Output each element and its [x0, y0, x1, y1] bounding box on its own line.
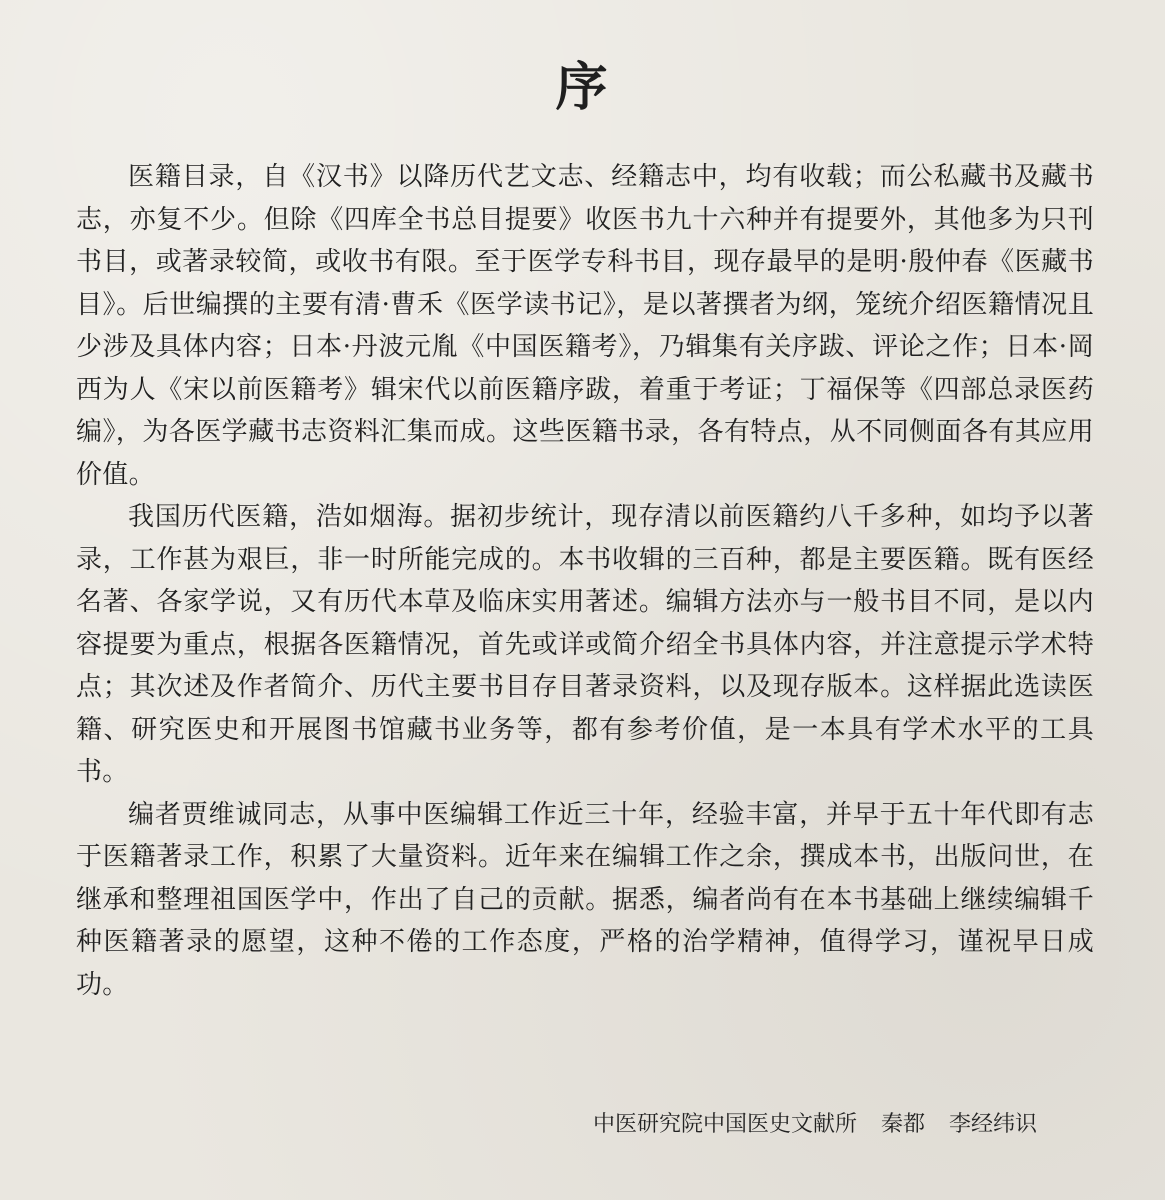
signature — [593, 1108, 1037, 1142]
signature-author: 李经纬识 — [948, 1112, 1037, 1137]
preface-body — [76, 156, 1094, 1006]
signature-place: 秦都 — [880, 1112, 925, 1137]
page-title: 序 — [555, 56, 610, 118]
paragraph-3: 编者贾维诚同志，从事中医编辑工作近三十年，经验丰富，并早于五十年代即有志于医籍著录工作，积累了大量资料。近年来在编辑工作之余，撰成本书，出版问世，在继承和整理祖国医学中，作出了自己的贡献。据悉，编者尚有在本书基础上继续编辑千种医籍著录的愿望，这种不倦的工作态度，严格的治学精神，值得学习，谨祝早日成功。 — [76, 799, 1094, 1000]
paragraph-1: 医籍目录，自《汉书》以降历代艺文志、经籍志中，均有收载；而公私藏书及藏书志，亦复不少。但除《四库全书总目提要》收医书九十六种并有提要外，其他多为只刊书目，或著录较简，或收书有限。至于医学专科书目，现存最早的是明·殷仲春《医藏书目》。后世编撰的主要有清·曹禾《医学读书记》，是以著撰者为纲，笼统介绍医籍情况且少涉及具体内容；日本·丹波元胤《中国医籍考》，乃辑集有关序跋、评论之作；日本·岡西为人《宋以前医籍考》辑宋代以前医籍序跋，着重于考证；丁福保等《四部总录医药编》，为各医学藏书志资料汇集而成。这些医籍书录，各有特点，从不同侧面各有其应用价值。 — [76, 162, 1094, 490]
signature-institution: 中医研究院中国医史文献所 — [592, 1112, 857, 1137]
paragraph-2: 我国历代医籍，浩如烟海。据初步统计，现存清以前医籍约八千多种，如均予以著录，工作甚为艰巨，非一时所能完成的。本书收辑的三百种，都是主要医籍。既有医经名著、各家学说，又有历代本草及临床实用著述。编辑方法亦与一般书目不同，是以内容提要为重点，根据各医籍情况，首先或详或简介绍全书具体内容，并注意提示学术特点；其次述及作者简介、历代主要书目存目著录资料，以及现存版本。这样据此选读医籍、研究医史和开展图书馆藏书业务等，都有参考价值，是一本具有学术水平的工具书。 — [76, 502, 1094, 787]
